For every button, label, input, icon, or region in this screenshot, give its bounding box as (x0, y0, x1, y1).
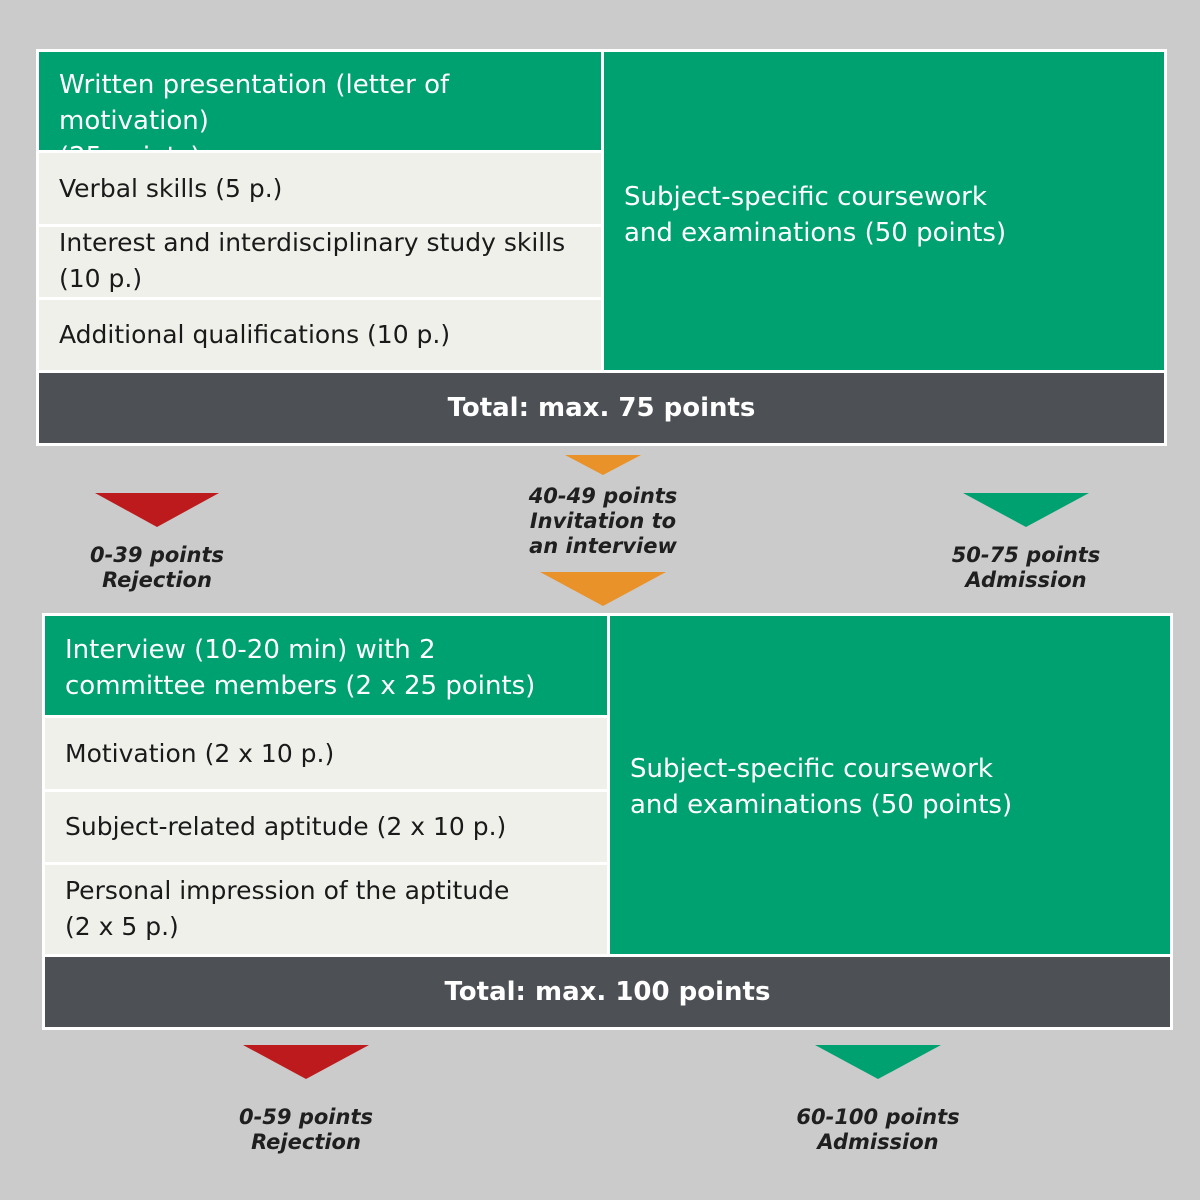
stage1-item-verbal: Verbal skills (5 p.) (59, 174, 283, 203)
stage2-total-bar (45, 957, 1170, 1027)
stage2-item-cell (45, 865, 607, 954)
stage2-header-cell (45, 616, 607, 715)
rejection-arrow-icon (243, 1045, 369, 1079)
stage1-item-qualifications: Additional qualifications (10 p.) (59, 320, 451, 349)
stage1-total: Total: max. 75 points (447, 393, 756, 423)
stage2-panel (42, 613, 1173, 1030)
stage1-item-cell (39, 227, 601, 297)
stage1-panel (36, 49, 1167, 446)
stage2-item-cell (45, 718, 607, 789)
stage1-item-cell (39, 300, 601, 370)
stage1-side-cell (604, 52, 1164, 370)
stage2-header: Interview (10-20 min) with 2 committee members (2 x 25 points) (65, 635, 536, 701)
stage1-admit-label: 50-75 points Admission (951, 543, 1101, 592)
admission-arrow-icon (815, 1045, 941, 1079)
stage2-item-aptitude: Subject-related aptitude (2 x 10 p.) (65, 812, 507, 841)
stage2-item-impression: Personal impression of the aptitude (2 x 5 p.) (65, 876, 510, 941)
interview-arrow-small-icon (565, 455, 641, 475)
stage2-item-motivation: Motivation (2 x 10 p.) (65, 739, 335, 768)
stage1-side-text: Subject-specific coursework and examinations (50 points) (624, 182, 1007, 248)
stage1-item-cell (39, 153, 601, 224)
interview-arrow-icon (540, 572, 666, 606)
stage2-reject-label: 0-59 points Rejection (238, 1105, 373, 1154)
stage2-admit-label: 60-100 points Admission (796, 1105, 960, 1154)
stage1-total-bar (39, 373, 1164, 443)
stage1-reject-label: 0-39 points Rejection (89, 543, 224, 592)
stage1-item-interest: Interest and interdisciplinary study skills (10 p.) (59, 228, 566, 293)
stage1-header-cell (39, 52, 601, 150)
stage1-header: Written presentation (letter of motivation) (59, 70, 450, 136)
stage1-interview-label: 40-49 points Invitation to an interview (528, 484, 678, 558)
stage2-side-cell (610, 616, 1170, 954)
stage2-item-cell (45, 792, 607, 862)
stage2-side-text: Subject-specific coursework and examinations (50 points) (630, 754, 1013, 820)
admission-arrow-icon (963, 493, 1089, 527)
stage2-total: Total: max. 100 points (444, 977, 771, 1007)
rejection-arrow-icon (95, 493, 219, 527)
